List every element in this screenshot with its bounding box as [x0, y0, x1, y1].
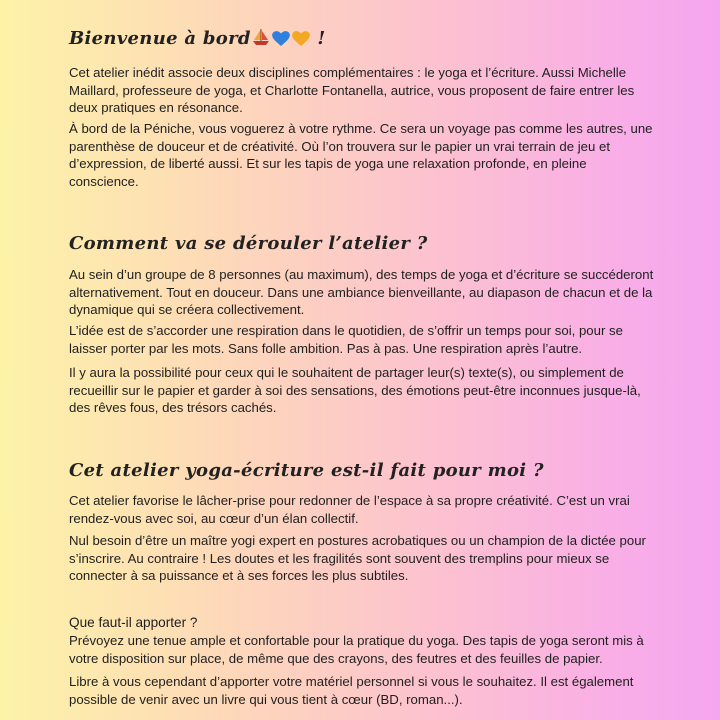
paragraph: Prévoyez une tenue ample et confortable pour la pratique du yoga. Des tapis de yoga seront mis à votre disposition sur place, de même que des crayons, des feutres et des feuilles de papier. [69, 633, 644, 666]
section-bring [69, 614, 659, 631]
section-welcome-body [69, 64, 659, 117]
section-bring-body-2 [69, 673, 659, 708]
paragraph: Libre à vous cependant d’apporter votre matériel personnel si vous le souhaitez. Il est également possible de venir avec un livre qui vous tient à cœur (BD, roman...). [69, 674, 634, 707]
blue-heart-icon [271, 29, 291, 47]
paragraph: Au sein d’un groupe de 8 personnes (au maximum), des temps de yoga et d’écriture se succéderont alternativement. Tout en douceur. Dans une ambiance bienveillante, au diapason de chacun et de la dynamique qui se créera collectivement. [69, 267, 654, 317]
section-how-body [69, 266, 659, 319]
section-subtitle: Que faut-il apporter ? [69, 615, 198, 630]
paragraph: Nul besoin d’être un maître yogi expert en postures acrobatiques ou un champion de la dictée pour s’inscrire. Au contraire ! Les doutes et les fragilités sont souvent des tremplins pour mieux se connecter à sa puissance et à ses forces les plus subtiles. [69, 533, 646, 583]
paragraph: L’idée est de s’accorder une respiration dans le quotidien, de s’offrir un temps pour soi, pour se laisser porter par les mots. Sans folle ambition. Pas à pas. Une respiration après l’autre. [69, 323, 623, 356]
section-title-text: Bienvenue à bord [69, 28, 251, 49]
emoji-group [251, 29, 311, 49]
paragraph: À bord de la Péniche, vous voguerez à votre rythme. Ce sera un voyage pas comme les autres, une parenthèse de douceur et de créativité. Où l’on trouvera sur le papier un vrai terrain de jeu et d’expression, de liberté aussi. Et sur les tapis de yoga une relaxation profonde, en pleine conscience. [69, 121, 653, 189]
section-how [69, 233, 659, 254]
section-bring-body [69, 632, 659, 667]
section-title-suffix: ! [310, 28, 326, 49]
orange-heart-icon [291, 29, 311, 47]
section-for-me-body-2 [69, 532, 659, 585]
section-how-body-2 [69, 322, 659, 357]
section-welcome [69, 28, 659, 49]
sailboat-icon [251, 28, 271, 46]
section-for-me-body [69, 492, 659, 527]
paragraph: Il y aura la possibilité pour ceux qui le souhaitent de partager leur(s) texte(s), ou simplement de recueillir sur le papier et garder à soi des sensations, des émotions peut-être inconnues jusque-là, des rêves fous, des trésors cachés. [69, 365, 641, 415]
section-title: Cet atelier yoga-écriture est-il fait pour moi ? [69, 460, 544, 481]
section-how-body-3 [69, 364, 659, 417]
section-for-me [69, 460, 659, 481]
section-welcome-body-2 [69, 120, 659, 190]
paragraph: Cet atelier favorise le lâcher-prise pour redonner de l’espace à sa propre créativité. C’est un vrai rendez-vous avec soi, au cœur d’un élan collectif. [69, 493, 630, 526]
section-title [69, 28, 659, 49]
section-title: Comment va se dérouler l’atelier ? [69, 233, 428, 254]
paragraph: Cet atelier inédit associe deux disciplines complémentaires : le yoga et l’écriture. Aussi Michelle Maillard, professeure de yoga, et Charlotte Fontanella, autrice, vous proposent de faire entrer les deux pratiques en résonance. [69, 65, 635, 115]
